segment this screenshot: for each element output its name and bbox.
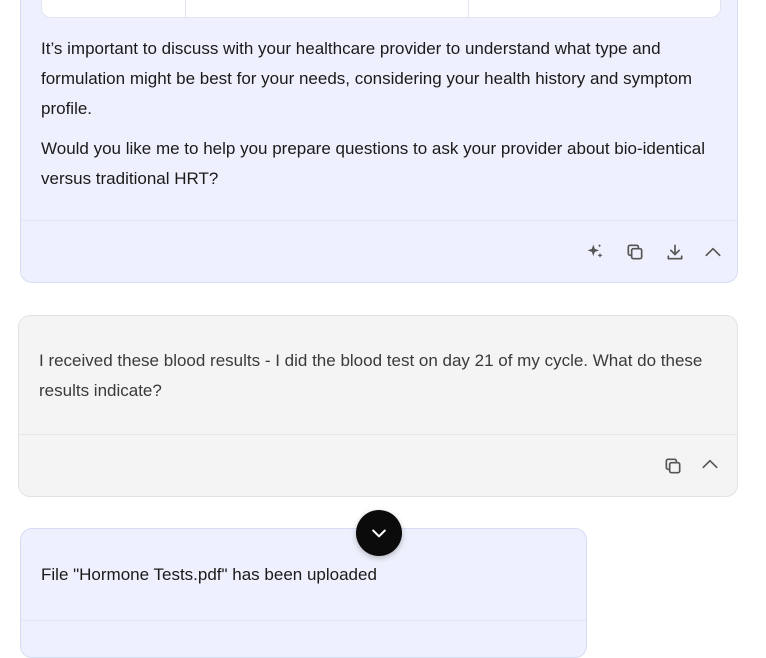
user-message-toolbar (19, 434, 737, 496)
assistant-message-card (20, 0, 738, 283)
user-message-text: I received these blood results - I did the blood test on day 21 of my cycle. What do these results indicate? (39, 351, 703, 400)
assistant-paragraph: It’s important to discuss with your healthcare provider to understand what type and formulation might be best for your needs, considering your health history and symptom profile. (41, 39, 693, 118)
user-message-card (18, 315, 738, 497)
copy-icon[interactable] (623, 240, 647, 264)
chevron-up-icon[interactable] (701, 240, 725, 264)
download-icon[interactable] (663, 240, 687, 264)
chevron-down-icon (369, 523, 389, 543)
comparison-table (41, 0, 721, 18)
copy-icon[interactable] (661, 454, 685, 478)
divider (21, 620, 586, 621)
table-column-divider (468, 0, 469, 17)
assistant-paragraph: Would you like me to help you prepare questions to ask your provider about bio-identical versus traditional HRT? (41, 139, 706, 188)
scroll-to-bottom-button[interactable] (356, 510, 402, 556)
sparkle-icon[interactable] (583, 240, 607, 264)
table-column-divider (185, 0, 186, 17)
upload-message-card (20, 528, 587, 658)
chevron-up-icon[interactable] (698, 452, 722, 476)
upload-message-text: File "Hormone Tests.pdf" has been uploaded (41, 565, 377, 584)
assistant-message-toolbar (21, 220, 737, 282)
